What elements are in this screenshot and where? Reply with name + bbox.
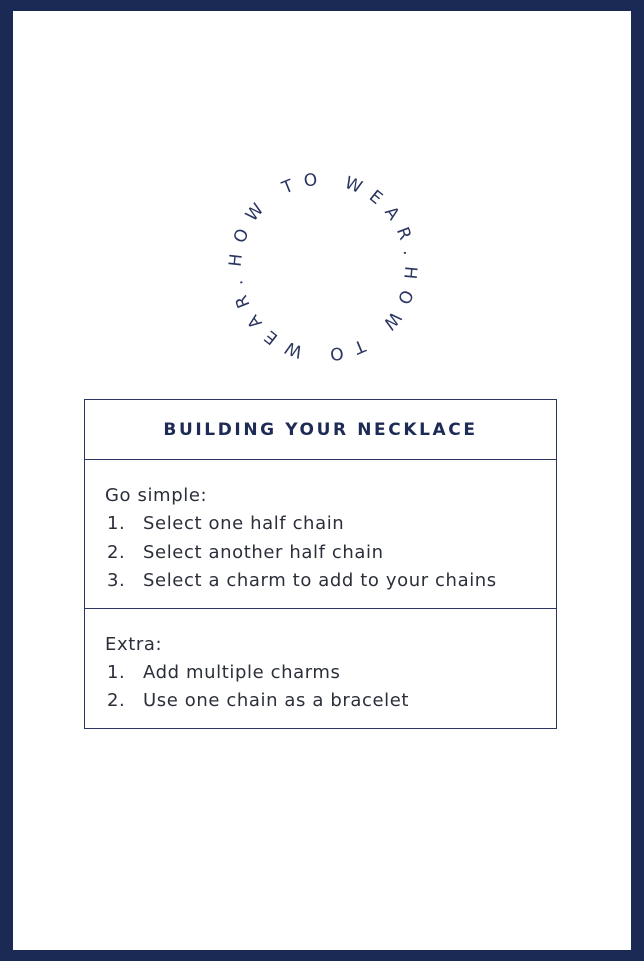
box-title: BUILDING YOUR NECKLACE <box>85 400 556 460</box>
list-item <box>105 567 556 596</box>
item-number: 1. <box>107 513 126 534</box>
item-text: Select one half chain <box>143 513 345 534</box>
list-item <box>105 659 556 688</box>
instructions-box <box>84 399 557 729</box>
item-number: 3. <box>107 570 126 591</box>
item-text: Use one chain as a bracelet <box>143 690 410 711</box>
item-number: 2. <box>107 541 126 563</box>
how-to-wear-ring-badge <box>213 167 433 367</box>
list-item <box>105 539 556 568</box>
section-heading: Extra: <box>105 633 163 655</box>
ring-text: HOW TO WEAR.HOW TO WEAR. <box>225 169 421 365</box>
list-item <box>105 687 556 716</box>
item-number: 2. <box>107 690 126 711</box>
item-text: Add multiple charms <box>143 661 341 683</box>
section-go-simple <box>85 460 556 608</box>
item-text: Select a charm to add to your chains <box>143 570 497 591</box>
item-text: Select another half chain <box>143 541 384 563</box>
list-item <box>105 510 556 539</box>
section-extra <box>85 608 556 728</box>
card <box>13 11 631 950</box>
section-heading: Go simple: <box>105 485 208 506</box>
item-number: 1. <box>107 661 126 683</box>
